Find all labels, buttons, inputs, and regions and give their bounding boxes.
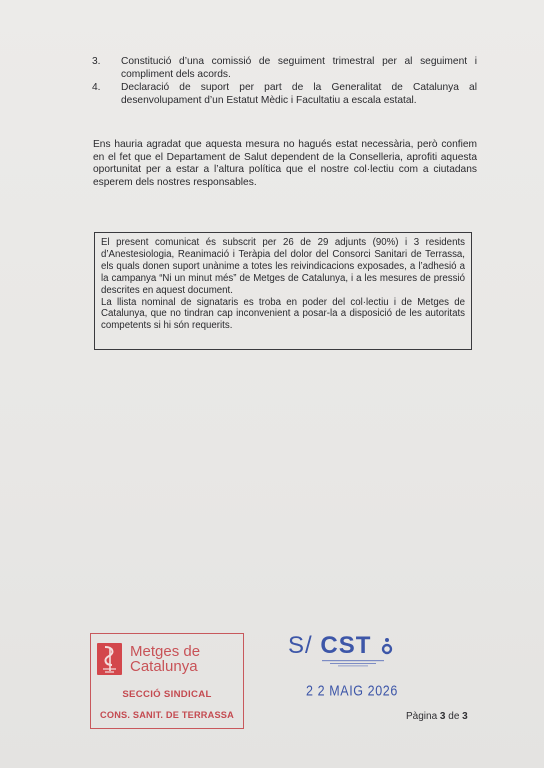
registry-logo-icon bbox=[380, 634, 394, 656]
closing-paragraph: Ens hauria agradat que aquesta mesura no hagués estat necessària, però confiem en el fet que el Departament de Salut dependent de la Conselleria, aprofiti aquesta oportunitat per a estar a l’altura política que el nostre col·lectiu com a ciutadans esperem dels nostres responsables. bbox=[93, 139, 477, 188]
signatories-statement: El present comunicat és subscrit per 26 de 29 adjunts (90%) i 3 residents d’Anestesiologia, Reanimació i Teràpia del dolor del Consorci Sanitari de Terrassa, els quals donen suport unànime a totes les reivindicacions exposades, a l’adhesió a la campanya “Ni un minut més” de Metges de Catalunya, i a les mesures de pressió descrites en aquest document. bbox=[101, 237, 465, 296]
signatories-list-note: La llista nominal de signataris es troba en poder del col·lectiu i de Metges de Catalunya, que no tindran cap inconvenient a posar-la a disposició de les autoritats competents si hi són requerits. bbox=[101, 296, 465, 332]
stamp-section: SECCIÓ SINDICAL bbox=[122, 689, 212, 700]
page-number: Pàgina 3 de 3 bbox=[406, 711, 468, 722]
list-text: Constitució d’una comissió de seguiment trimestral per al seguiment i compliment dels acords. bbox=[121, 56, 477, 80]
list-number: 3. bbox=[92, 56, 101, 67]
stamp-org: CONS. SANIT. DE TERRASSA bbox=[100, 710, 234, 720]
numbered-list bbox=[92, 56, 477, 108]
signatories-box bbox=[94, 232, 472, 350]
list-text: Declaració de suport per part de la Generalitat de Catalunya al desenvolupament d’un Estatut Mèdic i Facultatiu a escala estatal. bbox=[121, 82, 477, 106]
registry-code: S/ CST bbox=[288, 634, 394, 658]
union-stamp bbox=[90, 633, 244, 729]
stamp-organization-name: Metges de Catalunya bbox=[130, 643, 201, 675]
list-number: 4. bbox=[92, 82, 101, 94]
registry-small-text-icon bbox=[318, 659, 388, 668]
list-item bbox=[92, 82, 477, 107]
registry-date: 2 2 MAIG 2026 bbox=[306, 682, 398, 700]
caduceus-logo-icon bbox=[97, 643, 122, 675]
registry-stamp bbox=[284, 634, 404, 734]
list-item bbox=[92, 56, 477, 81]
